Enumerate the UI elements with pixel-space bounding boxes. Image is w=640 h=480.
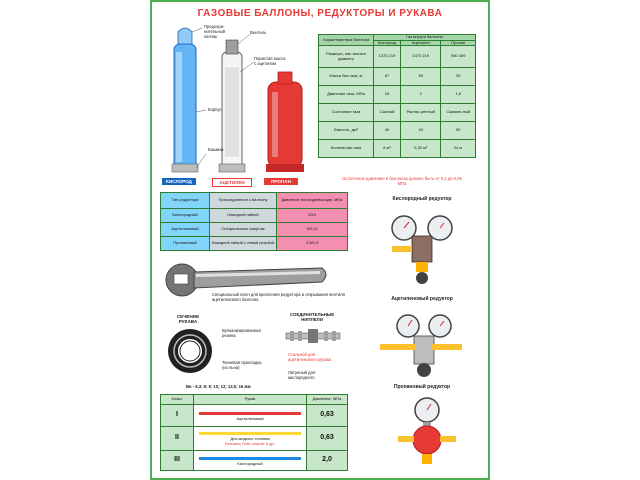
gas-cell: Сжижен-ный [441, 104, 476, 122]
hose-desc-text: Кислородный [237, 460, 263, 466]
hose-header-hose: Рукав [194, 395, 307, 405]
oxygen-reducer-illustration [382, 206, 462, 286]
callout-shoe: Башмак [208, 147, 224, 152]
gas-cell: 35 [441, 68, 476, 86]
gas-cell: 6 м³ [374, 140, 401, 158]
hose-class: I [161, 405, 194, 427]
label-acetylene: АЦЕТИЛЕН [212, 178, 252, 187]
hose-desc-text: Для жидкого топлива [230, 436, 270, 442]
wrench-caption: Специальный ключ для крепления редуктора и открывания вентиля ацетиленового баллона [212, 292, 345, 302]
gas-cell: 15 [374, 86, 401, 104]
gas-cell: 1370 219 [401, 46, 441, 68]
reducer-header-pressure: Давление на входе/выходе, МПа [277, 193, 348, 209]
poster [150, 0, 490, 480]
gas-cell: 2 [401, 86, 441, 104]
hose-section-title: СЕЧЕНИЕ РУКАВА [176, 314, 200, 324]
residual-pressure-note: Остаточное давление в баллонах должно быть от 0,1 до 0,05 МПа [342, 176, 462, 186]
hose-swatch-red [199, 412, 301, 415]
hose-class: III [161, 451, 194, 471]
hose-header-pressure: Давление, МПа [307, 395, 348, 405]
gas-cell: 950 309 [441, 46, 476, 68]
gas-cell: 1,6 [441, 86, 476, 104]
gas-cell: Сжатый [374, 104, 401, 122]
gas-cell: 83 [401, 68, 441, 86]
propane-reducer-title: Пропановый редуктор [393, 384, 451, 390]
callout-mass: Пористая масса с ацетоном [254, 56, 286, 66]
acetylene-reducer-title: Ацетиленовый редуктор [391, 296, 453, 302]
reducer-header-connection: Присоединение к баллону [210, 193, 277, 209]
hose-desc [194, 427, 307, 451]
propane-reducer-illustration [392, 394, 462, 470]
gas-cell: 1370 219 [374, 46, 401, 68]
gas-col-oxygen: Кислород [374, 40, 401, 46]
hose-swatch-yellow [199, 432, 301, 435]
gas-cell: 5,32 м³ [401, 140, 441, 158]
gas-table-header-type: Газ внутри баллона [374, 35, 476, 41]
callout-valve: Вентиль [250, 30, 267, 35]
gas-cell: 50 [441, 122, 476, 140]
hose-vulcanized-label: Вулканизированная резина [222, 328, 261, 338]
nipple-brass-label: Латунный для кислородного [288, 370, 316, 380]
hose-desc-text: Ацетиленовый [236, 415, 264, 421]
hose-fabric-label: Тканевая прокладка (из льна) [222, 360, 262, 370]
reducer-table [160, 192, 348, 251]
gas-col-propane: Пропан [441, 40, 476, 46]
gas-cell: 67 [374, 68, 401, 86]
gas-cell: 40 [401, 122, 441, 140]
nipple-steel-text: Стальной для ацетиленового рукава [288, 352, 332, 362]
gas-row-label: Состояние газа [319, 104, 374, 122]
nipple-illustration [284, 328, 342, 344]
reducer-header-type: Тип редуктора [161, 193, 210, 209]
hose-class: II [161, 427, 194, 451]
hose-desc-extra: Бензина Уайт-спирит и др. [225, 441, 275, 446]
reducer-cell: 3/0,12 [277, 223, 348, 237]
label-propane: ПРОПАН [264, 178, 298, 185]
reducer-cell: Накидной гайкой [210, 209, 277, 223]
reducer-cell: Кислородный [161, 209, 210, 223]
hose-desc [194, 451, 307, 471]
hose-header-class: Класс [161, 395, 194, 405]
gas-row-label: Размеры, мм: высота диаметр [319, 46, 374, 68]
hose-pressure: 2,0 [307, 451, 348, 471]
gas-col-acetylene: Ацетилен [401, 40, 441, 46]
nipples-title: СОЕДИНИТЕЛЬНЫЕ НИППЕЛИ [289, 312, 335, 322]
hose-pressure: 0,63 [307, 427, 348, 451]
gas-cell: 40 [374, 122, 401, 140]
gas-cell: Раство-ренный [401, 104, 441, 122]
reducer-cell: 2,5/0,3 [277, 237, 348, 251]
gas-table [318, 34, 476, 158]
hose-pressure: 0,63 [307, 405, 348, 427]
nipple-steel-label [288, 352, 338, 362]
gas-row-label: Масса без газа, кг [319, 68, 374, 86]
gas-row-label: Количество газа [319, 140, 374, 158]
poster-title: ГАЗОВЫЕ БАЛЛОНЫ, РЕДУКТОРЫ И РУКАВА [197, 8, 443, 19]
oxygen-reducer-title: Кислородный редуктор [392, 196, 452, 202]
reducer-cell: Специальным хомутом [210, 223, 277, 237]
callout-body: Корпус [208, 107, 222, 112]
label-oxygen: КИСЛОРОД [162, 178, 196, 185]
gas-table-header-char: Характеристика баллона [319, 35, 374, 46]
gas-row-label: Давление газа, МПа [319, 86, 374, 104]
gas-cell: 24 кг [441, 140, 476, 158]
hose-sizes: Вн - 6,3; 8; 9; 10; 12; 12,5; 16 мм [186, 384, 251, 389]
hose-cross-section [162, 326, 222, 376]
acetylene-reducer-illustration [374, 306, 470, 380]
hose-table [160, 394, 348, 471]
hose-desc [194, 405, 307, 427]
callout-cap: Предохра-нительный колпак [204, 24, 225, 39]
gas-row-label: Емкость, дм³ [319, 122, 374, 140]
reducer-cell: Накидной гайкой с левой резьбой [210, 237, 277, 251]
hose-swatch-blue [199, 457, 301, 460]
reducer-cell: Пропановый [161, 237, 210, 251]
reducer-cell: 20/3 [277, 209, 348, 223]
reducer-cell: Ацетиленовый [161, 223, 210, 237]
